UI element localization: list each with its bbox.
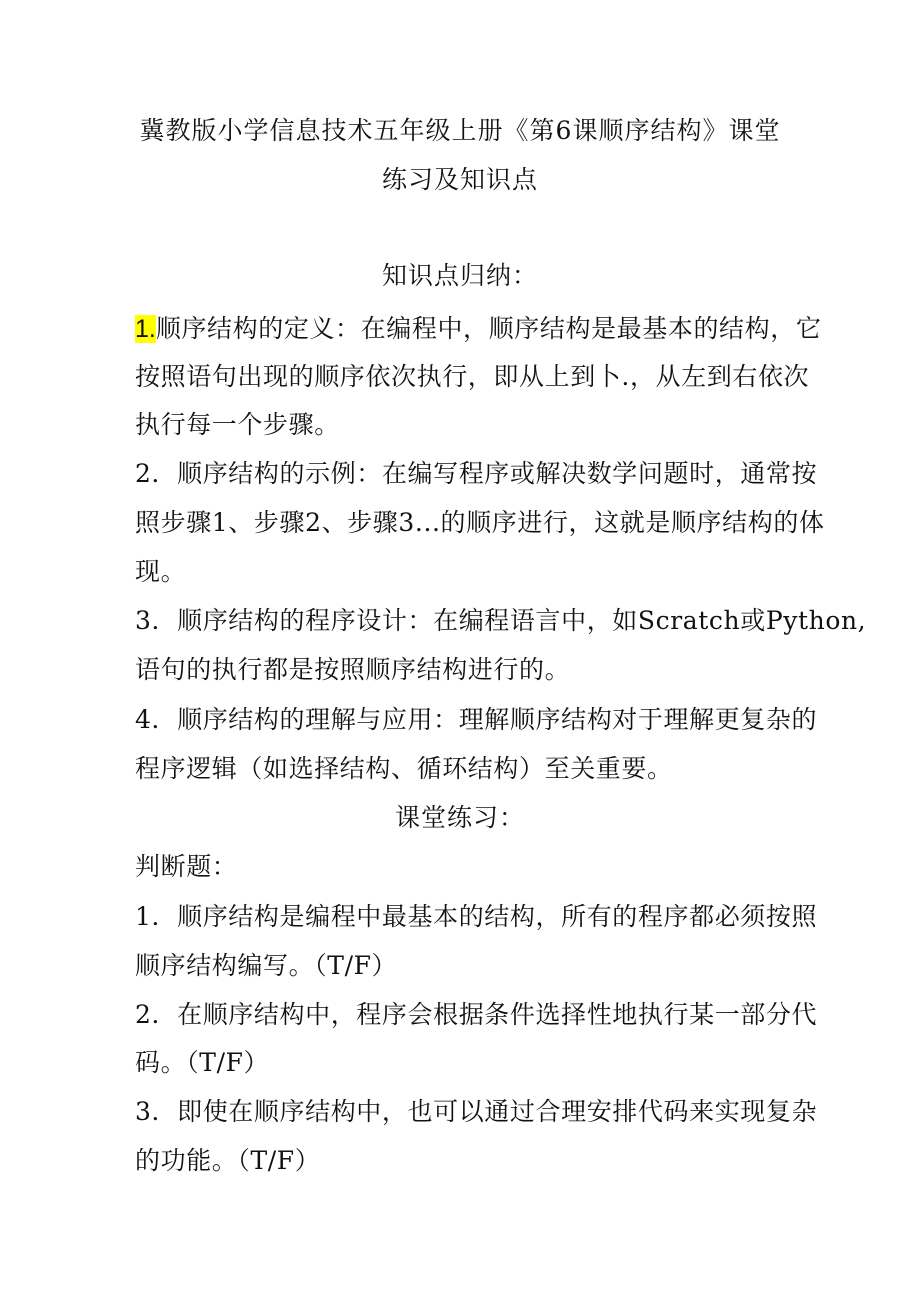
true-false-heading: 判断题： bbox=[135, 852, 238, 881]
question-2-line-1: 2．在顺序结构中，程序会根据条件选择性地执行某一部分代 bbox=[135, 1000, 818, 1029]
question-3-line-1: 3．即使在顺序结构中，也可以通过合理安排代码来实现复杂 bbox=[135, 1097, 818, 1126]
question-3-line-2: 的功能。（T/F） bbox=[135, 1146, 321, 1175]
knowledge-item-3-line-2: 语句的执行都是按照顺序结构进行的。 bbox=[135, 655, 571, 684]
question-1-line-1: 1．顺序结构是编程中最基本的结构，所有的程序都必须按照 bbox=[135, 902, 818, 931]
document-title-line-2: 练习及知识点 bbox=[381, 165, 538, 194]
highlighted-item-number: 1. bbox=[135, 315, 156, 343]
knowledge-item-3-line-1: 3．顺序结构的程序设计：在编程语言中，如Scratch或Python, bbox=[135, 606, 867, 635]
knowledge-item-4-line-2: 程序逻辑（如选择结构、循环结构）至关重要。 bbox=[135, 754, 673, 783]
knowledge-item-4-line-1: 4．顺序结构的理解与应用：理解顺序结构对于理解更复杂的 bbox=[135, 705, 818, 734]
question-2-line-2: 码。（T/F） bbox=[135, 1048, 270, 1077]
question-1-line-2: 顺序结构编写。（T/F） bbox=[135, 951, 398, 980]
document-title-line-1: 冀教版小学信息技术五年级上册《第6课顺序结构》课堂 bbox=[139, 116, 781, 145]
knowledge-heading: 知识点归纳： bbox=[381, 261, 538, 290]
knowledge-item-2-line-2: 照步骤1、步骤2、步骤3...的顺序进行，这就是顺序结构的体 bbox=[135, 508, 825, 537]
knowledge-item-2-line-3: 现。 bbox=[135, 557, 187, 586]
practice-heading: 课堂练习： bbox=[394, 803, 525, 832]
knowledge-item-1-text: 顺序结构的定义：在编程中，顺序结构是最基本的结构，它 bbox=[155, 314, 822, 343]
knowledge-item-1-line-1 bbox=[135, 313, 821, 345]
knowledge-item-1-line-2: 按照语句出现的顺序依次执行，即从上到卜.，从左到右依次 bbox=[135, 362, 810, 391]
knowledge-item-1-line-3: 执行每一个步骤。 bbox=[135, 410, 340, 439]
knowledge-item-2-line-1: 2．顺序结构的示例：在编写程序或解决数学问题时，通常按 bbox=[135, 459, 818, 488]
